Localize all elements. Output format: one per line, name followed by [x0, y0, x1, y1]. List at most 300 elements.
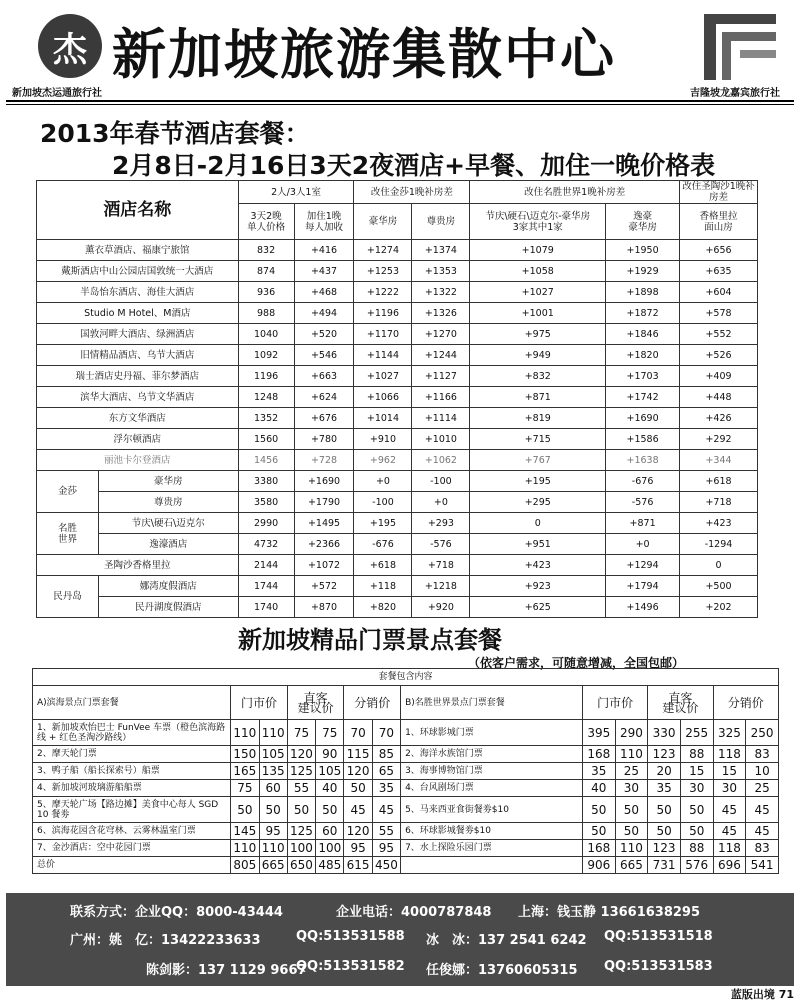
price-cell: +195 — [354, 513, 412, 534]
price-cell: +656 — [680, 240, 758, 261]
price-cell: 50 — [648, 823, 681, 840]
table-row — [33, 797, 779, 823]
price-cell: +1027 — [470, 282, 606, 303]
price-cell: +1294 — [606, 555, 680, 576]
price-cell: +663 — [294, 366, 354, 387]
price-cell: +1114 — [412, 408, 470, 429]
price-cell: 168 — [582, 746, 615, 763]
price-cell: +1127 — [412, 366, 470, 387]
table-row — [37, 492, 758, 513]
ticket-name: 4、台风剧场门票 — [401, 780, 583, 797]
price-cell: +1872 — [606, 303, 680, 324]
price-cell: +423 — [680, 513, 758, 534]
price-cell: -576 — [412, 534, 470, 555]
hotel-name: 国敦河畔大酒店、绿洲酒店 — [37, 324, 239, 345]
price-cell: +1690 — [294, 471, 354, 492]
price-cell: 2144 — [238, 555, 294, 576]
price-cell: +546 — [294, 345, 354, 366]
price-cell: +718 — [680, 492, 758, 513]
price-cell: 15 — [680, 763, 713, 780]
price-cell: 50 — [259, 797, 287, 823]
price-cell: 30 — [680, 780, 713, 797]
price-cell: +0 — [412, 492, 470, 513]
price-cell: -676 — [606, 471, 680, 492]
price-cell: 85 — [372, 746, 400, 763]
price-cell: 70 — [344, 720, 372, 746]
ticket-name: 5、马来西亚食街餐劵$10 — [401, 797, 583, 823]
price-cell: +0 — [606, 534, 680, 555]
ticket-name: 3、鸭子船（船长探索号）船票 — [33, 763, 231, 780]
price-cell: +1027 — [354, 366, 412, 387]
price-cell: +1014 — [354, 408, 412, 429]
price-cell: +1270 — [412, 324, 470, 345]
table-row — [37, 366, 758, 387]
price-cell: +1222 — [354, 282, 412, 303]
price-cell: 88 — [680, 746, 713, 763]
price-cell: 25 — [615, 763, 648, 780]
price-cell: 3580 — [238, 492, 294, 513]
column-header: 香格里拉 面山房 — [680, 204, 758, 240]
price-cell: 665 — [615, 857, 648, 874]
ticket-name: 6、滨海花园含花穹林、云雾林温室门票 — [33, 823, 231, 840]
column-header: 逸豪 豪华房 — [606, 204, 680, 240]
price-cell: 40 — [316, 780, 344, 797]
price-cell: 805 — [231, 857, 259, 874]
brand-logo: 杰 — [38, 14, 102, 78]
price-cell: 255 — [680, 720, 713, 746]
contact-person: 冰 冰：137 2541 6242 — [426, 933, 587, 948]
price-cell: +2366 — [294, 534, 354, 555]
price-cell: 1040 — [238, 324, 294, 345]
table-row — [37, 429, 758, 450]
price-cell: 88 — [680, 840, 713, 857]
price-cell: 250 — [746, 720, 779, 746]
group-header-shangri: 改住圣陶沙1晚补房差 — [680, 181, 758, 204]
price-cell: 110 — [615, 746, 648, 763]
ticket-name: 5、摩天轮广场【路边摊】美食中心每人 SGD 10 餐劵 — [33, 797, 231, 823]
price-cell: 50 — [615, 797, 648, 823]
price-cell: +920 — [412, 597, 470, 618]
contact-person: 任俊娜：13760605315 — [426, 963, 578, 978]
price-cell: 0 — [470, 513, 606, 534]
price-cell: 135 — [259, 763, 287, 780]
price-cell: 15 — [713, 763, 746, 780]
price-cell: 60 — [316, 823, 344, 840]
price-cell: +871 — [606, 513, 680, 534]
price-cell: 45 — [746, 797, 779, 823]
section-subtitle: （依客户需求，可随意增减，全国包邮） — [468, 656, 685, 670]
contains-header: 套餐包含内容 — [33, 669, 779, 686]
ticket-name: 7、水上探险乐园门票 — [401, 840, 583, 857]
price-cell: -576 — [606, 492, 680, 513]
ticket-name: 7、金沙酒店：空中花园门票 — [33, 840, 231, 857]
price-cell: 45 — [713, 823, 746, 840]
price-cell: 1744 — [238, 576, 294, 597]
table-row — [37, 240, 758, 261]
price-cell: -676 — [354, 534, 412, 555]
price-cell: +962 — [354, 450, 412, 471]
price-cell: 110 — [259, 840, 287, 857]
price-cell: +1790 — [294, 492, 354, 513]
package-a-header: A)滨海景点门票套餐 — [33, 686, 231, 720]
price-cell: +423 — [470, 555, 606, 576]
price-cell: 110 — [259, 720, 287, 746]
price-cell: 110 — [231, 840, 259, 857]
price-cell: +295 — [470, 492, 606, 513]
price-cell: 50 — [582, 823, 615, 840]
divider — [6, 104, 794, 105]
price-cell: +635 — [680, 261, 758, 282]
price-cell: 55 — [287, 780, 315, 797]
table-row — [37, 387, 758, 408]
price-cell: +1322 — [412, 282, 470, 303]
price-cell: 50 — [615, 823, 648, 840]
price-cell: +1703 — [606, 366, 680, 387]
table-row — [37, 282, 758, 303]
price-cell: -100 — [354, 492, 412, 513]
price-cell: 65 — [372, 763, 400, 780]
price-cell: +195 — [470, 471, 606, 492]
price-cell: +0 — [354, 471, 412, 492]
page-title: 新加坡旅游集散中心 — [112, 23, 616, 86]
contact-guangzhou: 广州：姚 亿：13422233633 — [70, 933, 261, 948]
price-cell: +870 — [294, 597, 354, 618]
door-price-header: 门市价 — [231, 686, 288, 720]
price-cell: 1196 — [238, 366, 294, 387]
price-cell: +1496 — [606, 597, 680, 618]
ticket-name: 1、新加坡欢怡巴士 FunVee 车票（橙色滨海路线 + 红色圣淘沙路线） — [33, 720, 231, 746]
dist-price-header: 分销价 — [344, 686, 401, 720]
price-cell: 874 — [238, 261, 294, 282]
price-cell: 0 — [680, 555, 758, 576]
price-cell: 1456 — [238, 450, 294, 471]
price-cell: 83 — [746, 840, 779, 857]
hotel-name: 薰衣草酒店、福康宁旅馆 — [37, 240, 239, 261]
price-cell: +975 — [470, 324, 606, 345]
price-cell: 50 — [648, 797, 681, 823]
price-cell: +1001 — [470, 303, 606, 324]
ticket-name: 6、环球影城餐劵$10 — [401, 823, 583, 840]
page-number: 蓝版出境 71 — [730, 988, 794, 1001]
price-cell: +767 — [470, 450, 606, 471]
room-name: 节庆\硬石\迈克尔 — [98, 513, 238, 534]
price-cell: +1495 — [294, 513, 354, 534]
price-cell: +715 — [470, 429, 606, 450]
price-cell: 45 — [713, 797, 746, 823]
hotel-name: 民丹湖度假酒店 — [98, 597, 238, 618]
column-header: 节庆\硬石\迈克尔-豪华房 3家其中1家 — [470, 204, 606, 240]
price-cell: 40 — [582, 780, 615, 797]
price-cell: 576 — [680, 857, 713, 874]
price-cell: 541 — [746, 857, 779, 874]
price-cell: 110 — [615, 840, 648, 857]
table-row — [37, 471, 758, 492]
price-cell: 120 — [344, 763, 372, 780]
price-cell: 35 — [582, 763, 615, 780]
table-row — [37, 597, 758, 618]
price-cell: +500 — [680, 576, 758, 597]
price-cell: +951 — [470, 534, 606, 555]
price-cell: 10 — [746, 763, 779, 780]
price-cell: 118 — [713, 840, 746, 857]
price-cell: 55 — [372, 823, 400, 840]
group-header-room: 2人/3人1室 — [238, 181, 354, 204]
price-cell: 450 — [372, 857, 400, 874]
price-cell: 115 — [344, 746, 372, 763]
price-cell: +416 — [294, 240, 354, 261]
room-name: 逸濠酒店 — [98, 534, 238, 555]
price-cell: -1294 — [680, 534, 758, 555]
contact-qq: QQ:513531582 — [296, 959, 405, 974]
section-title: 2013年春节酒店套餐： — [40, 119, 310, 148]
price-cell: 936 — [238, 282, 294, 303]
price-cell: 988 — [238, 303, 294, 324]
room-name: 尊贵房 — [98, 492, 238, 513]
price-cell: +293 — [412, 513, 470, 534]
column-header: 尊贵房 — [412, 204, 470, 240]
header — [0, 0, 800, 104]
price-cell: 125 — [287, 823, 315, 840]
table-row — [37, 450, 758, 471]
price-cell: 731 — [648, 857, 681, 874]
price-cell: +618 — [354, 555, 412, 576]
price-cell: 75 — [287, 720, 315, 746]
price-cell: +604 — [680, 282, 758, 303]
price-cell: 120 — [344, 823, 372, 840]
price-cell: +552 — [680, 324, 758, 345]
price-cell: 30 — [713, 780, 746, 797]
column-header: 加住1晚 每人加收 — [294, 204, 354, 240]
group-label: 名胜 世界 — [37, 513, 99, 555]
ticket-package-table — [32, 668, 779, 874]
price-cell: +624 — [294, 387, 354, 408]
dist-price-header: 分销价 — [713, 686, 778, 720]
contact-qq: 联系方式：企业QQ：8000-43444 — [70, 905, 283, 920]
price-cell: +468 — [294, 282, 354, 303]
price-cell: 1740 — [238, 597, 294, 618]
table-row — [37, 303, 758, 324]
price-cell: +718 — [412, 555, 470, 576]
price-cell: +1058 — [470, 261, 606, 282]
price-cell: +1010 — [412, 429, 470, 450]
table-row — [37, 576, 758, 597]
price-cell: +910 — [354, 429, 412, 450]
price-cell: 75 — [231, 780, 259, 797]
price-cell: +1066 — [354, 387, 412, 408]
contact-person: 陈剑影：137 1129 9667 — [146, 963, 307, 978]
price-cell: +520 — [294, 324, 354, 345]
price-cell: +118 — [354, 576, 412, 597]
price-cell: 35 — [648, 780, 681, 797]
price-cell: +1062 — [412, 450, 470, 471]
price-cell: +819 — [470, 408, 606, 429]
hotel-price-table — [36, 180, 758, 618]
price-cell: 125 — [287, 763, 315, 780]
price-cell: 665 — [259, 857, 287, 874]
contact-qq: QQ:513531518 — [604, 929, 713, 944]
price-cell: 50 — [680, 823, 713, 840]
price-cell: +1742 — [606, 387, 680, 408]
hotel-name: 滨华大酒店、乌节文华酒店 — [37, 387, 239, 408]
price-cell: +1794 — [606, 576, 680, 597]
price-cell: +1846 — [606, 324, 680, 345]
table-row — [33, 840, 779, 857]
hotel-name: 浮尔顿酒店 — [37, 429, 239, 450]
table-row — [37, 534, 758, 555]
price-cell: +494 — [294, 303, 354, 324]
section-subtitle: 2月8日-2月16日3天2夜酒店+早餐、加住一晚价格表 — [112, 151, 716, 180]
table-row — [33, 857, 779, 874]
price-cell: 145 — [231, 823, 259, 840]
hotel-name: Studio M Hotel、M酒店 — [37, 303, 239, 324]
price-cell: 83 — [746, 746, 779, 763]
price-cell: 100 — [316, 840, 344, 857]
price-cell: 100 — [287, 840, 315, 857]
price-cell: 165 — [231, 763, 259, 780]
price-cell: +618 — [680, 471, 758, 492]
price-cell: +1898 — [606, 282, 680, 303]
table-row — [33, 780, 779, 797]
price-cell: +871 — [470, 387, 606, 408]
ticket-name: 3、海事博物馆门票 — [401, 763, 583, 780]
price-cell: +1170 — [354, 324, 412, 345]
suggest-price-header: 直客 建议价 — [648, 686, 713, 720]
suggest-price-header: 直客 建议价 — [287, 686, 344, 720]
price-cell: +1218 — [412, 576, 470, 597]
price-cell: +728 — [294, 450, 354, 471]
price-cell: 95 — [259, 823, 287, 840]
agency-left: 新加坡杰运通旅行社 — [12, 88, 102, 99]
price-cell: 120 — [287, 746, 315, 763]
price-cell: +1079 — [470, 240, 606, 261]
price-cell: 50 — [344, 780, 372, 797]
price-cell: +820 — [354, 597, 412, 618]
table-row — [33, 720, 779, 746]
price-cell: 906 — [582, 857, 615, 874]
contact-shanghai: 上海：钱玉静 13661638295 — [518, 905, 701, 920]
price-cell: 95 — [372, 840, 400, 857]
price-cell: +292 — [680, 429, 758, 450]
price-cell: +526 — [680, 345, 758, 366]
price-cell: 1560 — [238, 429, 294, 450]
price-cell: +923 — [470, 576, 606, 597]
price-cell: 330 — [648, 720, 681, 746]
price-cell: 290 — [615, 720, 648, 746]
hotel-name: 半岛怡东酒店、海佳大酒店 — [37, 282, 239, 303]
price-cell: 1248 — [238, 387, 294, 408]
hotel-name: 圣陶沙香格里拉 — [37, 555, 239, 576]
hotel-name: 东方文华酒店 — [37, 408, 239, 429]
ticket-name: 1、环球影城门票 — [401, 720, 583, 746]
divider — [6, 100, 794, 102]
price-cell: 4732 — [238, 534, 294, 555]
table-row — [37, 555, 758, 576]
price-cell: 50 — [582, 797, 615, 823]
hotel-name: 戴斯酒店中山公园店国敦统一大酒店 — [37, 261, 239, 282]
price-cell: 30 — [615, 780, 648, 797]
group-header-rws: 改住名胜世界1晚补房差 — [470, 181, 680, 204]
price-cell: 95 — [344, 840, 372, 857]
price-cell: 395 — [582, 720, 615, 746]
ticket-name: 总价 — [33, 857, 231, 874]
door-price-header: 门市价 — [582, 686, 647, 720]
price-cell: +1353 — [412, 261, 470, 282]
price-cell: 832 — [238, 240, 294, 261]
table-row — [33, 823, 779, 840]
price-cell: 35 — [372, 780, 400, 797]
price-cell: 50 — [231, 797, 259, 823]
price-cell: 45 — [372, 797, 400, 823]
price-cell: 1092 — [238, 345, 294, 366]
hotel-name: 旧情精品酒店、乌节大酒店 — [37, 345, 239, 366]
price-cell: 150 — [231, 746, 259, 763]
contact-phone: 企业电话：4000787848 — [336, 905, 492, 920]
price-cell: 325 — [713, 720, 746, 746]
price-cell: +572 — [294, 576, 354, 597]
price-cell: +1586 — [606, 429, 680, 450]
price-cell: +1253 — [354, 261, 412, 282]
price-cell: 123 — [648, 840, 681, 857]
group-label: 民丹岛 — [37, 576, 99, 618]
price-cell: 25 — [746, 780, 779, 797]
table-row — [37, 324, 758, 345]
price-cell: +780 — [294, 429, 354, 450]
ticket-name: 2、海洋水族馆门票 — [401, 746, 583, 763]
price-cell: +676 — [294, 408, 354, 429]
price-cell: 105 — [316, 763, 344, 780]
group-label: 金莎 — [37, 471, 99, 513]
price-cell: 90 — [316, 746, 344, 763]
hotel-name: 瑞士酒店史丹福、菲尔梦酒店 — [37, 366, 239, 387]
table-row — [37, 261, 758, 282]
agency-right: 吉隆坡龙嘉宾旅行社 — [690, 88, 780, 99]
hotel-name: 丽池卡尔登酒店 — [37, 450, 239, 471]
package-b-header: B)名胜世界景点门票套餐 — [401, 686, 583, 720]
price-cell: +1072 — [294, 555, 354, 576]
table-row — [33, 763, 779, 780]
price-cell: +625 — [470, 597, 606, 618]
table-row — [37, 408, 758, 429]
contact-footer — [6, 893, 794, 986]
price-cell: 650 — [287, 857, 315, 874]
price-cell: -100 — [412, 471, 470, 492]
column-header: 豪华房 — [354, 204, 412, 240]
price-cell: +949 — [470, 345, 606, 366]
hotel-name-header: 酒店名称 — [37, 181, 239, 240]
price-cell: 75 — [316, 720, 344, 746]
price-cell: 485 — [316, 857, 344, 874]
price-cell: 45 — [746, 823, 779, 840]
price-cell: +578 — [680, 303, 758, 324]
section-title: 新加坡精品门票景点套餐 — [238, 626, 502, 654]
room-name: 豪华房 — [98, 471, 238, 492]
price-cell: 50 — [316, 797, 344, 823]
ticket-name: 2、摩天轮门票 — [33, 746, 231, 763]
price-cell: +448 — [680, 387, 758, 408]
ticket-name — [401, 857, 583, 874]
price-cell: +1244 — [412, 345, 470, 366]
price-cell: 110 — [231, 720, 259, 746]
partner-logo-icon — [700, 10, 780, 84]
price-cell: +1144 — [354, 345, 412, 366]
price-cell: 105 — [259, 746, 287, 763]
price-cell: +1374 — [412, 240, 470, 261]
price-cell: 1352 — [238, 408, 294, 429]
price-cell: +1166 — [412, 387, 470, 408]
price-cell: 60 — [259, 780, 287, 797]
price-cell: +344 — [680, 450, 758, 471]
column-header: 3天2晚 单人价格 — [238, 204, 294, 240]
